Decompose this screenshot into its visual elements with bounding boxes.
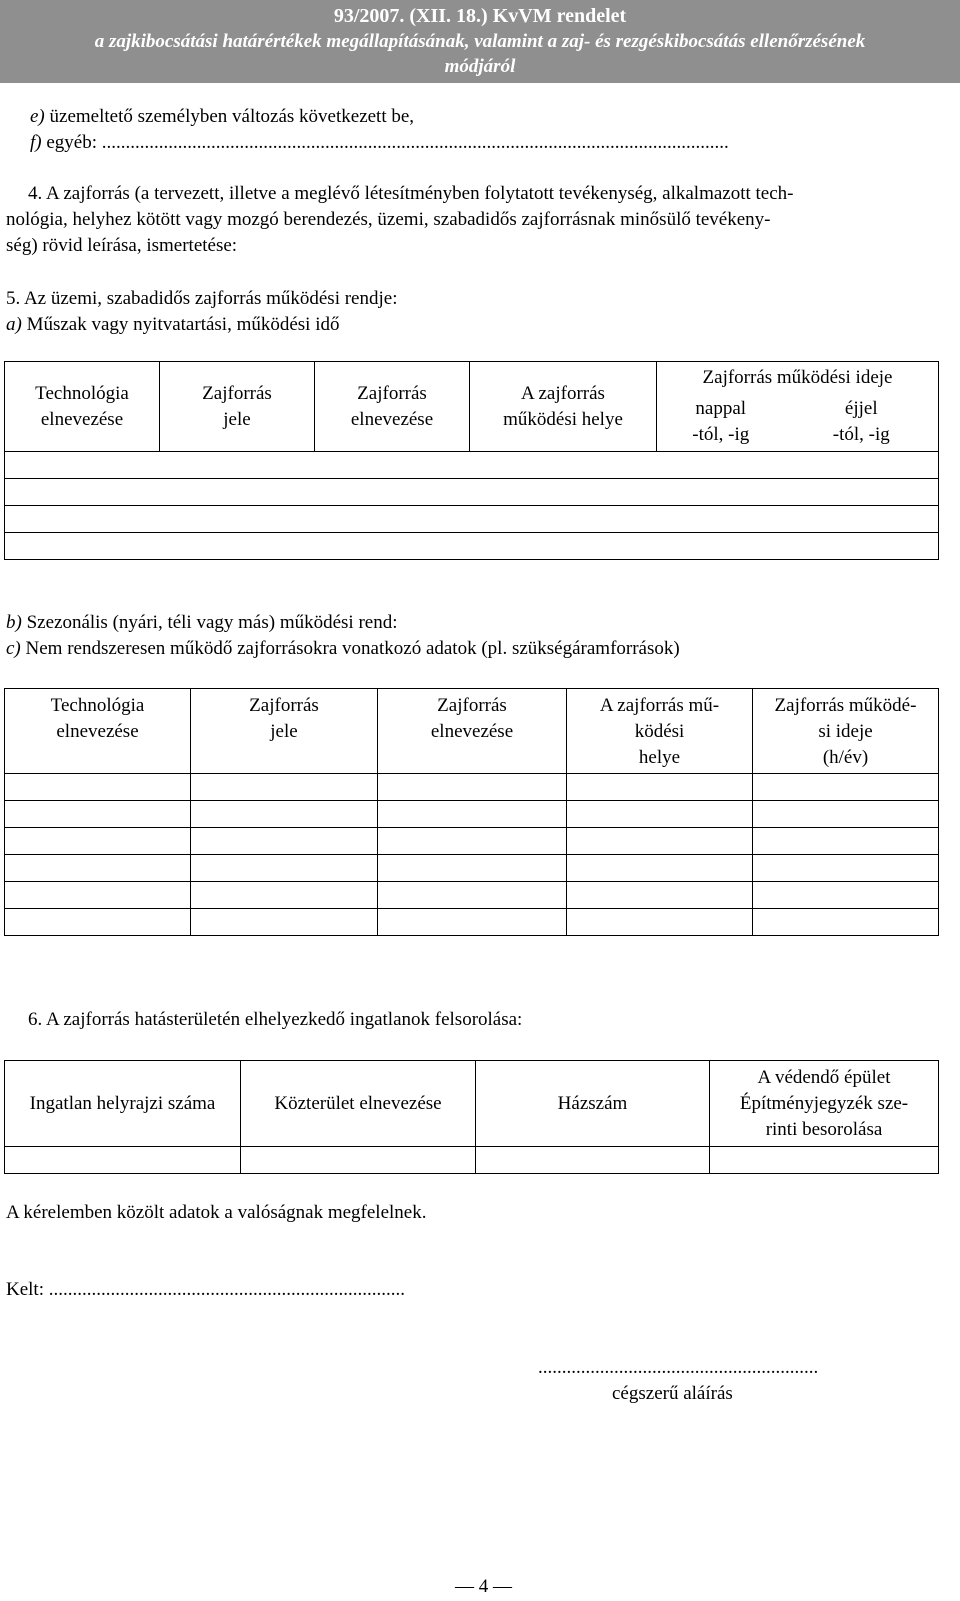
signature-line: ........................................................... [538, 1357, 819, 1378]
table-cell[interactable] [5, 452, 939, 479]
item-a: a) Műszak vagy nyitvatartási, működési idő [6, 314, 340, 335]
table1-header-technology: Technológia elnevezése [5, 362, 160, 452]
item-e: e) üzemeltető személyben változás következett be, [30, 106, 415, 127]
table-row [5, 882, 939, 909]
table1-header-source-name: Zajforrás elnevezése [315, 362, 470, 452]
table1-header-location: A zajforrás működési helye [470, 362, 657, 452]
table-cell[interactable] [567, 909, 753, 936]
date-field: Kelt: ........................................................................... [6, 1279, 405, 1300]
table-cell[interactable] [191, 774, 378, 801]
table-cell[interactable] [567, 855, 753, 882]
table-cell[interactable] [753, 909, 939, 936]
table2-header-duration: Zajforrás működé- si ideje (h/év) [753, 689, 939, 774]
table-cell[interactable] [5, 479, 939, 506]
table3-header-parcel-number: Ingatlan helyrajzi száma [5, 1061, 241, 1147]
table-cell[interactable] [5, 506, 939, 533]
table-row [5, 479, 939, 506]
section4-line2: nológia, helyhez kötött vagy mozgó berendezés, üzemi, szabadidős zajforrásnak minősülő tevékeny- [6, 209, 771, 230]
table-row [5, 774, 939, 801]
page-number: — 4 — [455, 1576, 512, 1597]
operation-schedule-table [4, 361, 939, 560]
table-cell[interactable] [753, 855, 939, 882]
table2-header-technology: Technológia elnevezése [5, 689, 191, 774]
irregular-sources-table [4, 688, 939, 936]
table-cell[interactable] [5, 882, 191, 909]
table2-header-source-name: Zajforrás elnevezése [378, 689, 567, 774]
table-cell[interactable] [753, 774, 939, 801]
table-cell[interactable] [5, 1147, 241, 1174]
table-row [5, 855, 939, 882]
table-cell[interactable] [191, 855, 378, 882]
table-cell[interactable] [378, 801, 567, 828]
table-row [5, 1147, 939, 1174]
table-cell[interactable] [5, 828, 191, 855]
table-cell[interactable] [753, 801, 939, 828]
signature-label: cégszerű aláírás [612, 1383, 733, 1404]
section4-line1: 4. A zajforrás (a tervezett, illetve a meglévő létesítményben folytatott tevékenység, alkalmazott tech- [28, 183, 794, 204]
table-cell[interactable] [476, 1147, 710, 1174]
table-cell[interactable] [567, 882, 753, 909]
table-row [5, 828, 939, 855]
table2-header-location: A zajforrás mű- ködési helye [567, 689, 753, 774]
header-subtitle: a zajkibocsátási határértékek megállapításának, valamint a zaj- és rezgéskibocsátás ellenőrzésének [94, 31, 866, 52]
table-cell[interactable] [5, 533, 939, 560]
section5-title: 5. Az üzemi, szabadidős zajforrás működési rendje: [6, 288, 398, 309]
table-cell[interactable] [710, 1147, 939, 1174]
table-row [5, 909, 939, 936]
table-cell[interactable] [378, 882, 567, 909]
table3-header-street-name: Közterület elnevezése [241, 1061, 476, 1147]
table-cell[interactable] [5, 909, 191, 936]
header-title: 93/2007. (XII. 18.) KvVM rendelet [333, 5, 627, 27]
declaration: A kérelemben közölt adatok a valóságnak megfelelnek. [6, 1202, 427, 1223]
properties-table [4, 1060, 939, 1174]
table-cell[interactable] [191, 801, 378, 828]
table-cell[interactable] [241, 1147, 476, 1174]
table-cell[interactable] [567, 828, 753, 855]
item-b: b) Szezonális (nyári, téli vagy más) működési rend: [6, 612, 398, 633]
table-cell[interactable] [191, 909, 378, 936]
section4-line3: ség) rövid leírása, ismertetése: [6, 235, 238, 256]
table-cell[interactable] [378, 774, 567, 801]
table-cell[interactable] [378, 828, 567, 855]
table-cell[interactable] [378, 909, 567, 936]
table-cell[interactable] [5, 855, 191, 882]
table-cell[interactable] [191, 828, 378, 855]
table3-header-building-class: A védendő épület Építményjegyzék sze- rinti besorolása [710, 1061, 939, 1147]
table1-header-operating-time: Zajforrás működési ideje [657, 362, 939, 394]
table3-header-house-number: Házszám [476, 1061, 710, 1147]
table-row [5, 533, 939, 560]
table-cell[interactable] [753, 828, 939, 855]
section6-title: 6. A zajforrás hatásterületén elhelyezkedő ingatlanok felsorolása: [28, 1009, 523, 1030]
table-cell[interactable] [378, 855, 567, 882]
table2-header-source-code: Zajforrás jele [191, 689, 378, 774]
table-row [5, 506, 939, 533]
table-cell[interactable] [567, 801, 753, 828]
document-header [0, 0, 960, 83]
table1-header-day: nappal -tól, -ig [657, 394, 785, 452]
table1-header-source-code: Zajforrás jele [160, 362, 315, 452]
table-cell[interactable] [5, 774, 191, 801]
table-row [5, 801, 939, 828]
item-c: c) Nem rendszeresen működő zajforrásokra vonatkozó adatok (pl. szükségáramforrások) [6, 638, 680, 659]
item-f: f) egyéb: .................................................................................................................................... [30, 132, 729, 153]
table-cell[interactable] [191, 882, 378, 909]
table1-header-night: éjjel -tól, -ig [785, 394, 939, 452]
table-cell[interactable] [5, 801, 191, 828]
header-subtitle-cont: módjáról [444, 56, 516, 77]
table-cell[interactable] [567, 774, 753, 801]
table-cell[interactable] [753, 882, 939, 909]
table-row [5, 452, 939, 479]
